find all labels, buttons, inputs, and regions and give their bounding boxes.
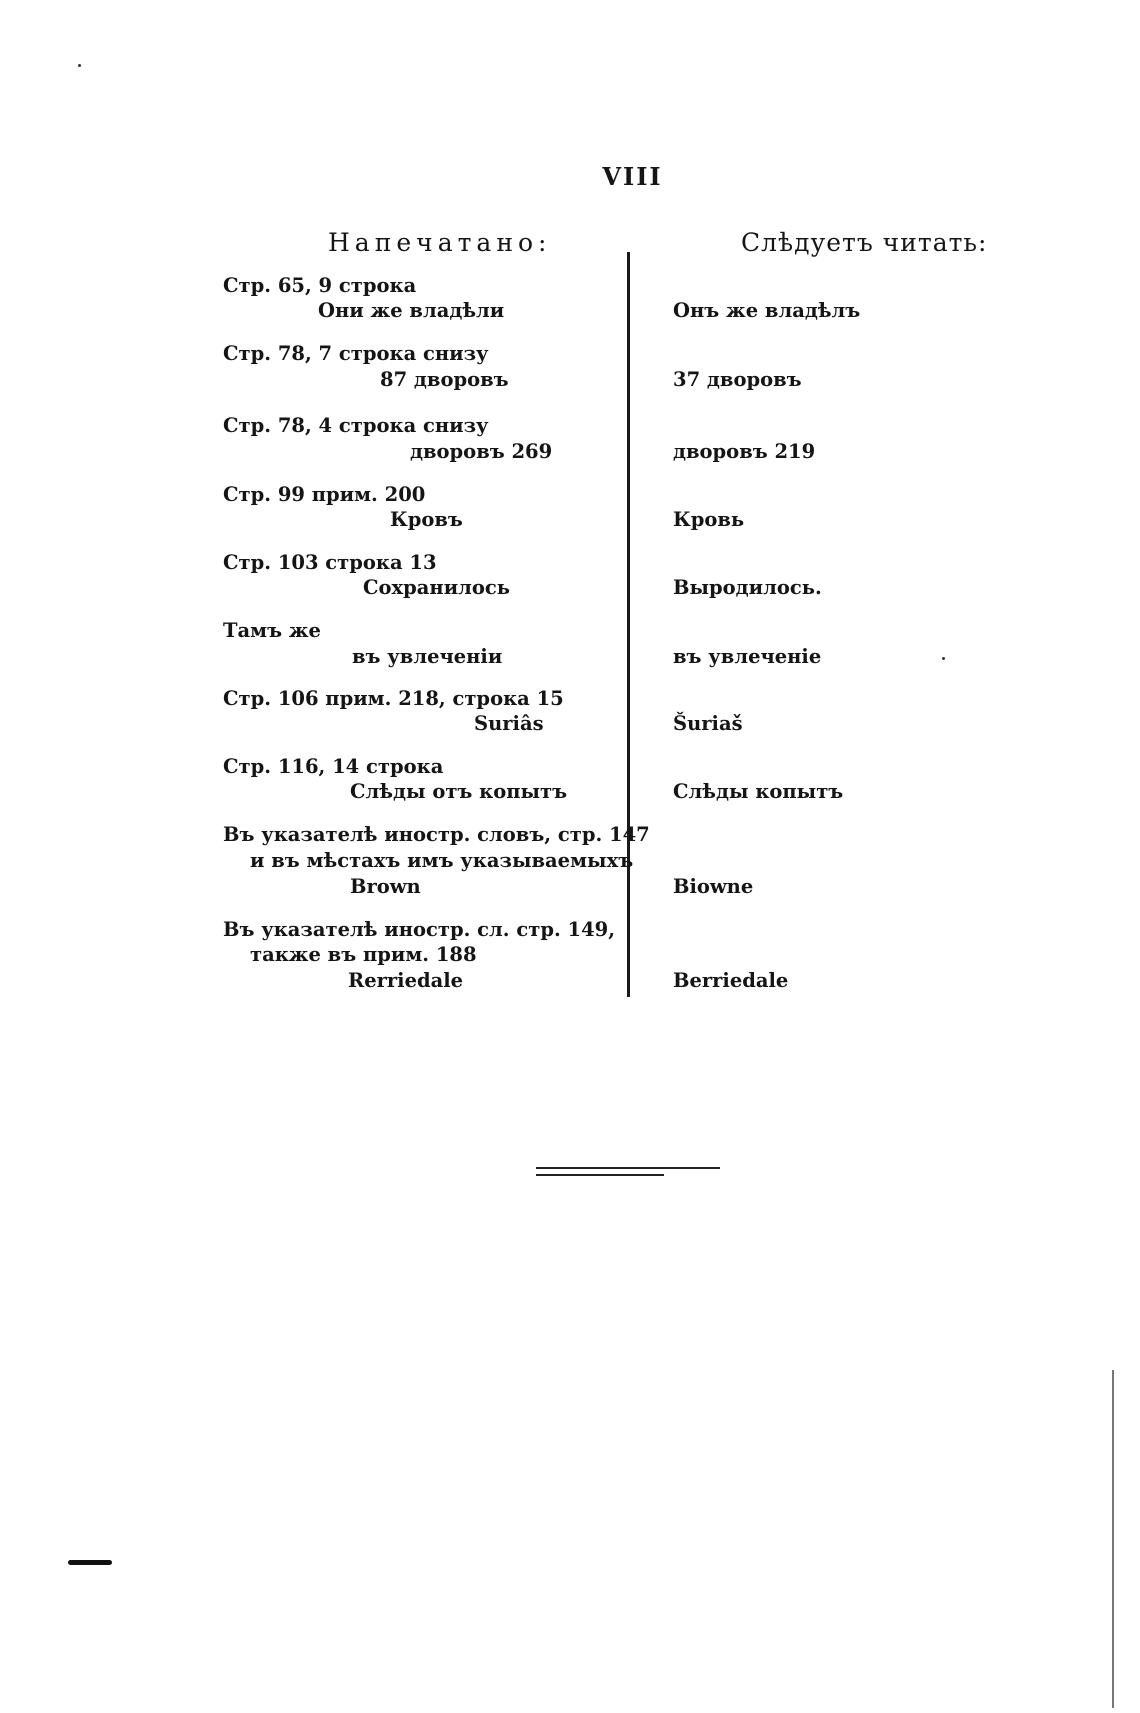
entry-9-correct: Biowne [673, 875, 754, 898]
entry-7-ref: Стр. 106 прим. 218, строка 15 [223, 687, 564, 710]
entry-10-correct: Berriedale [673, 969, 789, 992]
entry-6-ref: Тамъ же [223, 619, 321, 642]
header-printed: Напечатано: [328, 228, 552, 257]
entry-1-ref: Стр. 65, 9 строка [223, 274, 417, 297]
entry-3-correct: дворовъ 219 [673, 440, 816, 463]
entry-4-printed: Кровъ [390, 508, 463, 531]
entry-2-printed: 87 дворовъ [380, 368, 509, 391]
entry-1-printed: Они же владѣли [318, 299, 505, 322]
tailpiece-rule-short [536, 1174, 664, 1176]
speck-mark [78, 64, 81, 67]
entry-5-correct: Выродилось. [673, 576, 822, 599]
entry-2-correct: 37 дворовъ [673, 368, 802, 391]
entry-10-ref-cont: также въ прим. 188 [250, 943, 477, 966]
entry-6-correct: въ увлеченіе [673, 645, 822, 668]
entry-7-printed: Suriâs [474, 712, 544, 735]
entry-6-printed: въ увлеченіи [352, 645, 503, 668]
header-read-as: Слѣдуетъ читать: [741, 228, 988, 257]
entry-4-correct: Кровь [673, 508, 745, 531]
entry-5-printed: Сохранилось [363, 576, 511, 599]
entry-2-ref: Стр. 78, 7 строка снизу [223, 342, 489, 365]
entry-10-ref: Въ указателѣ иностр. сл. стр. 149, [223, 918, 616, 941]
entry-9-ref-cont: и въ мѣстахъ имъ указываемыхъ [250, 849, 634, 872]
entry-8-ref: Стр. 116, 14 строка [223, 755, 444, 778]
entry-7-correct: Šuriaš [673, 712, 743, 735]
entry-9-ref: Въ указателѣ иностр. словъ, стр. 147 [223, 823, 650, 846]
entry-9-printed: Brown [350, 875, 421, 898]
entry-4-ref: Стр. 99 прим. 200 [223, 483, 426, 506]
entry-8-correct: Слѣды копытъ [673, 780, 844, 803]
page-number: VIII [602, 162, 663, 191]
entry-5-ref: Стр. 103 строка 13 [223, 551, 437, 574]
tailpiece-rule-long [536, 1167, 720, 1169]
margin-dash-mark [68, 1560, 112, 1565]
entry-8-printed: Слѣды отъ копытъ [350, 780, 568, 803]
entry-1-correct: Онъ же владѣлъ [673, 299, 861, 322]
entry-3-printed: дворовъ 269 [410, 440, 553, 463]
scan-edge-line [1112, 1370, 1114, 1708]
entry-3-ref: Стр. 78, 4 строка снизу [223, 414, 489, 437]
column-divider [627, 252, 630, 997]
speck-mark [942, 657, 945, 660]
entry-10-printed: Rerriedale [348, 969, 464, 992]
